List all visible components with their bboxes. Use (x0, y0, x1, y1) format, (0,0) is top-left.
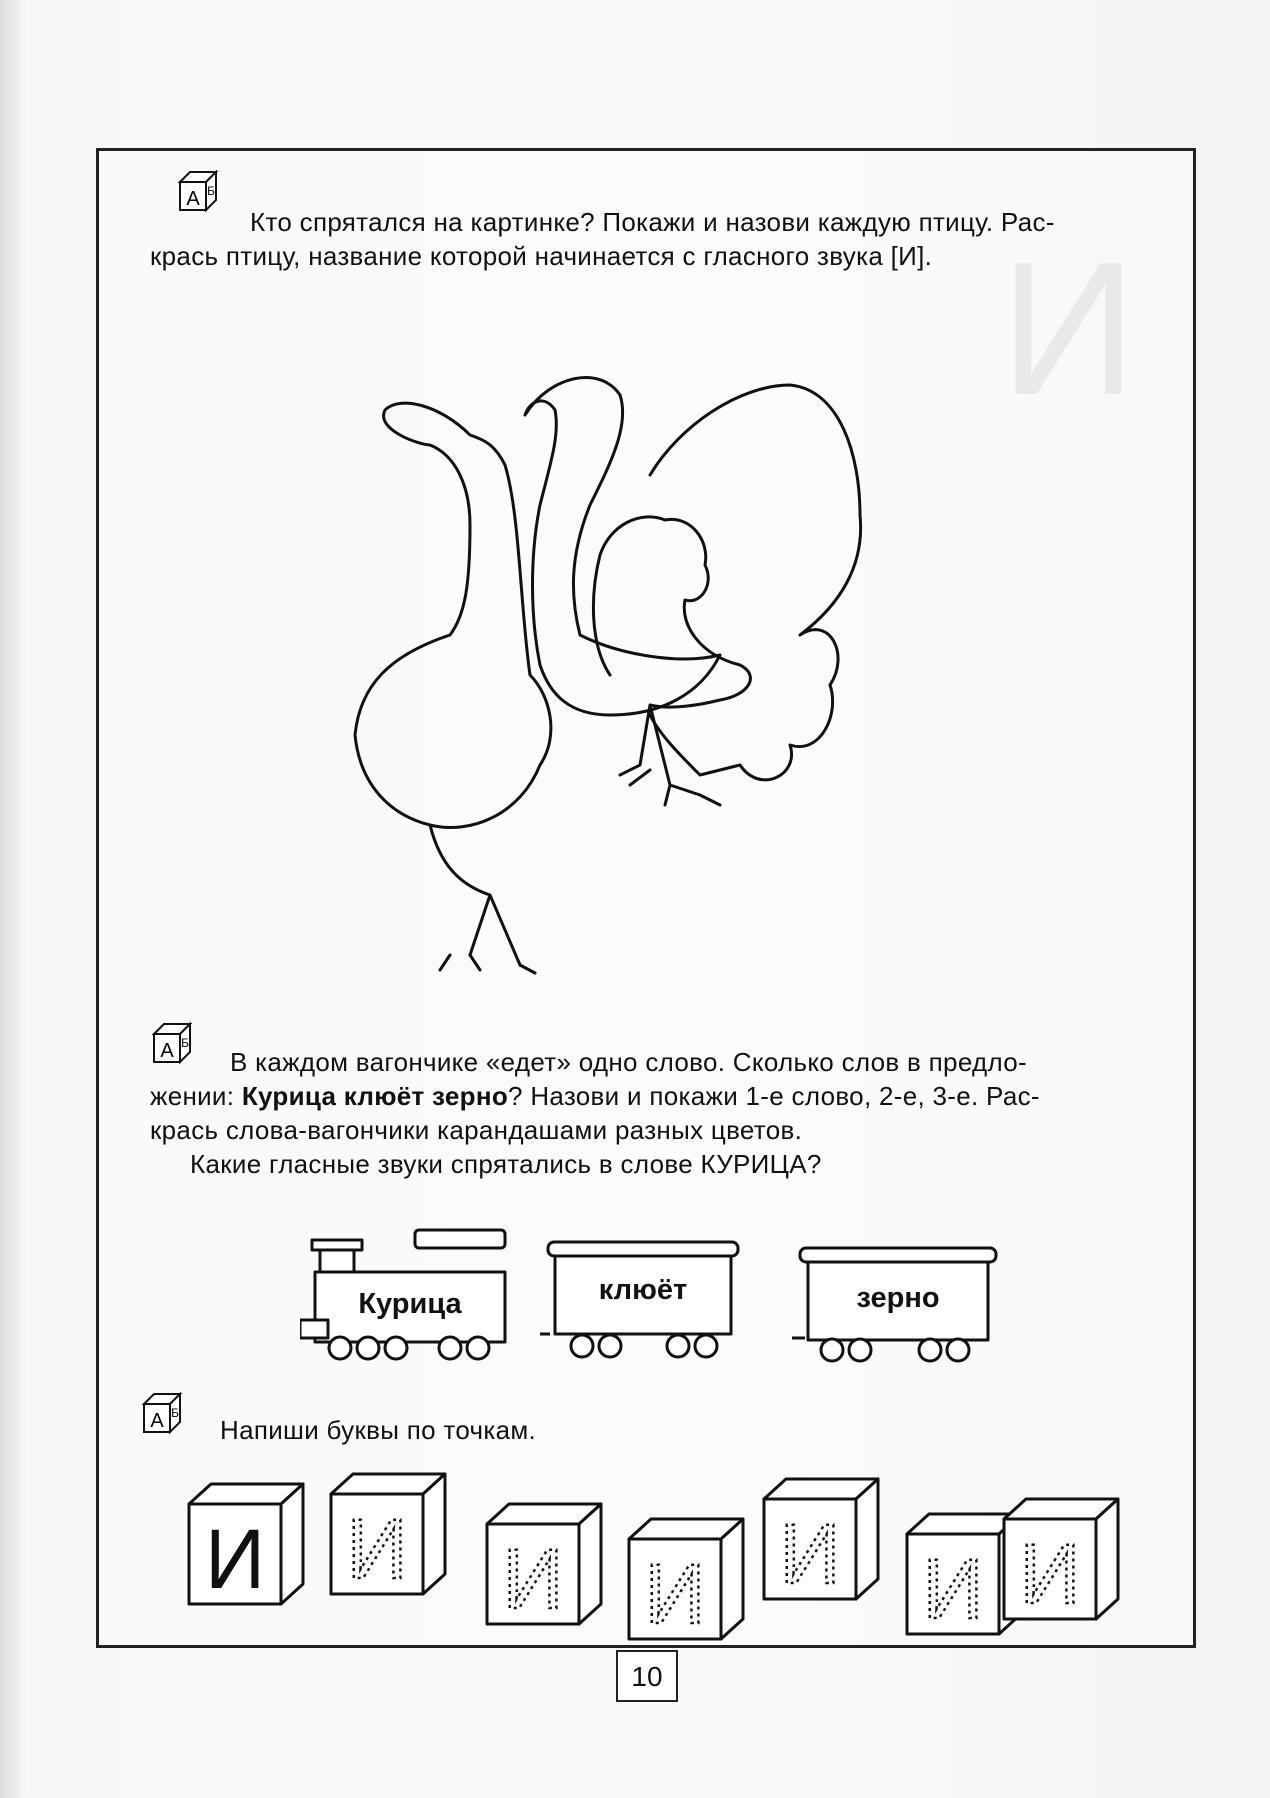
page-number: 10 (616, 1650, 678, 1702)
svg-text:А: А (186, 188, 200, 210)
svg-text:Б: Б (181, 1036, 189, 1050)
letter-cube-4 (625, 1515, 750, 1645)
cube-letter: И (204, 1512, 266, 1606)
task1-line1: Кто спрятался на картинке? Покажи и назови каждую птицу. Рас- (250, 207, 1055, 237)
train-word-3: зерно (856, 1282, 940, 1314)
loco-chimney (320, 1248, 354, 1274)
svg-text:Б: Б (171, 1406, 179, 1420)
task2-line3: крась слова-вагончики карандашами разных цветов. (150, 1115, 803, 1145)
letter-cube-5 (760, 1475, 885, 1605)
word-train (300, 1220, 1020, 1365)
cube-letter: И (644, 1547, 706, 1641)
task2-line4: Какие гласные звуки спрятались в слове КУРИЦА? (190, 1149, 822, 1179)
goose-outline (355, 403, 551, 965)
svg-text:А: А (160, 1040, 174, 1062)
train-word-1: Курица (358, 1288, 462, 1320)
task2-line1: В каждом вагончике «едет» одно слово. Сколько слов в предло- (230, 1047, 1027, 1077)
cube-letter: И (779, 1507, 841, 1601)
task2-text (150, 1045, 1200, 1181)
turkey-outline (650, 385, 861, 780)
cube-letter: И (922, 1542, 984, 1636)
hidden-birds-illustration (320, 355, 970, 975)
svg-text:Б: Б (207, 184, 215, 198)
task2-line2: жении: Курица клюёт зерно? Назови и покажи 1-е слово, 2-е, 3-е. Рас- (150, 1081, 1040, 1111)
cube-letter: И (1019, 1527, 1081, 1621)
train-word-2: клюёт (598, 1274, 688, 1306)
task1-line2: крась птицу, название которой начинается с гласного звука [И]. (150, 241, 933, 271)
task2-sentence: Курица клюёт зерно (241, 1081, 509, 1111)
letter-cube-1 (185, 1480, 310, 1610)
cube-letter: И (346, 1502, 408, 1596)
abc-block-icon (140, 1390, 186, 1436)
letter-cubes-row (185, 1470, 1125, 1641)
task3-instruction: Напиши буквы по точкам. (220, 1415, 537, 1445)
letter-cube-7 (1000, 1495, 1125, 1625)
cube-letter: И (502, 1532, 564, 1626)
task1-text (150, 205, 1190, 273)
letter-cube-2 (327, 1470, 452, 1600)
svg-text:А: А (150, 1410, 164, 1432)
letter-cube-3 (483, 1500, 608, 1630)
rooster-outline (593, 517, 750, 795)
bleed-through-letter: И (1000, 223, 1137, 435)
